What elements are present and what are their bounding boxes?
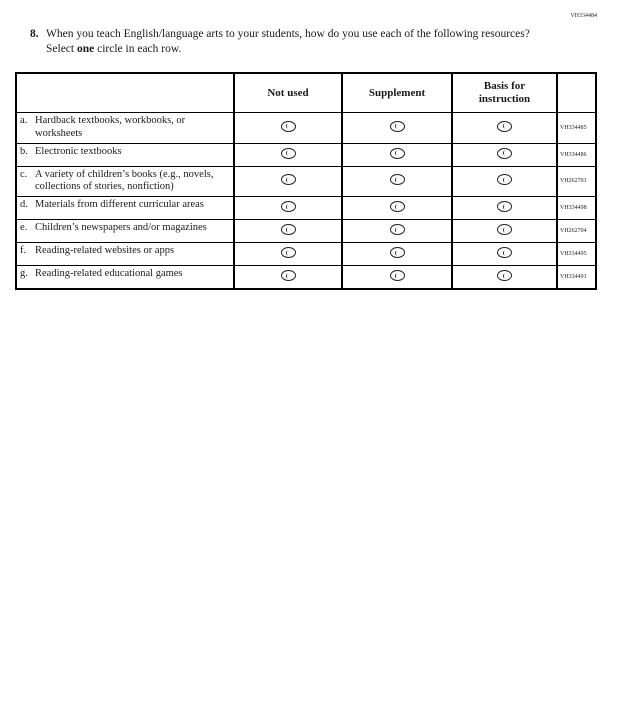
row-letter: a. xyxy=(20,115,28,126)
option-cell-not-used xyxy=(234,166,342,197)
question-text xyxy=(46,27,545,57)
row-label: Reading-related educational games xyxy=(35,268,183,280)
option-cell-supplement xyxy=(342,113,452,144)
row-code-cell xyxy=(557,266,596,290)
header-code-column xyxy=(557,73,596,113)
row-letter: g. xyxy=(20,268,28,280)
row-code-cell xyxy=(557,143,596,166)
row-code-cell xyxy=(557,113,596,144)
question-text-part1: When you teach English/language arts to your students, how do you use each of the following resources? Select xyxy=(46,28,530,56)
row-letter: f. xyxy=(20,245,27,257)
answer-oval-not-used[interactable] xyxy=(281,224,296,235)
row-letter: e. xyxy=(20,222,28,234)
answer-oval-basis[interactable] xyxy=(497,270,512,281)
option-cell-not-used xyxy=(234,113,342,144)
option-cell-basis xyxy=(452,243,557,266)
table-row xyxy=(16,166,596,197)
option-cell-not-used xyxy=(234,143,342,166)
answer-oval-supplement[interactable] xyxy=(390,148,405,159)
option-cell-supplement xyxy=(342,266,452,290)
page-code: VH334484 xyxy=(570,13,597,19)
answer-oval-basis[interactable] xyxy=(497,247,512,258)
option-cell-supplement xyxy=(342,166,452,197)
table-row xyxy=(16,143,596,166)
answer-oval-basis[interactable] xyxy=(497,148,512,159)
answer-oval-not-used[interactable] xyxy=(281,121,296,132)
question-bold-word: one xyxy=(76,43,95,56)
answer-oval-supplement[interactable] xyxy=(390,224,405,235)
row-code: VH334491 xyxy=(560,274,587,281)
option-cell-basis xyxy=(452,197,557,220)
option-cell-supplement xyxy=(342,220,452,243)
row-code: VH334486 xyxy=(560,151,587,158)
row-code: VH334495 xyxy=(560,251,587,258)
row-code-cell xyxy=(557,197,596,220)
row-letter: c. xyxy=(20,168,28,180)
row-label-cell xyxy=(16,266,234,290)
answer-oval-not-used[interactable] xyxy=(281,247,296,258)
answer-oval-supplement[interactable] xyxy=(390,270,405,281)
header-supplement: Supplement xyxy=(342,73,452,113)
row-letter: b. xyxy=(20,145,28,157)
table-row xyxy=(16,266,596,290)
row-code-cell xyxy=(557,220,596,243)
answer-oval-basis[interactable] xyxy=(497,201,512,212)
option-cell-not-used xyxy=(234,220,342,243)
row-label: Reading-related websites or apps xyxy=(35,245,175,257)
answer-oval-supplement[interactable] xyxy=(390,247,405,258)
header-basis: Basis for instruction xyxy=(452,73,557,113)
answer-oval-basis[interactable] xyxy=(497,174,512,185)
row-label-cell xyxy=(16,243,234,266)
table-row xyxy=(16,197,596,220)
row-label-wrap xyxy=(20,199,230,212)
row-code: VH262701 xyxy=(560,178,587,185)
row-code: VH334498 xyxy=(560,205,587,212)
resource-table-body xyxy=(16,113,596,290)
option-cell-basis xyxy=(452,143,557,166)
header-not-used: Not used xyxy=(234,73,342,113)
option-cell-basis xyxy=(452,266,557,290)
row-label: Materials from different curricular areas xyxy=(35,199,204,211)
row-label-wrap xyxy=(20,222,230,235)
row-label: Children’s newspapers and/or magazines xyxy=(35,222,207,234)
row-label: A variety of children’s books (e.g., novels, collections of stories, nonfiction) xyxy=(35,168,214,193)
answer-oval-supplement[interactable] xyxy=(390,121,405,132)
row-code-cell xyxy=(557,166,596,197)
option-cell-supplement xyxy=(342,197,452,220)
option-cell-not-used xyxy=(234,197,342,220)
row-label-wrap xyxy=(20,115,230,141)
row-label-cell xyxy=(16,143,234,166)
row-label-cell xyxy=(16,113,234,144)
row-label-wrap xyxy=(20,245,230,258)
answer-oval-basis[interactable] xyxy=(497,224,512,235)
table-row xyxy=(16,220,596,243)
row-label-cell xyxy=(16,166,234,197)
option-cell-supplement xyxy=(342,143,452,166)
header-empty xyxy=(16,73,234,113)
table-header xyxy=(16,73,596,113)
option-cell-not-used xyxy=(234,243,342,266)
table-row xyxy=(16,113,596,144)
question-text-part2: circle in each row. xyxy=(94,43,182,56)
option-cell-basis xyxy=(452,220,557,243)
row-label-wrap xyxy=(20,146,230,159)
resource-usage-table xyxy=(15,72,597,290)
row-label-wrap xyxy=(20,169,230,195)
option-cell-basis xyxy=(452,113,557,144)
row-code-cell xyxy=(557,243,596,266)
row-code: VH334485 xyxy=(560,124,587,131)
question-number: 8. xyxy=(30,28,39,40)
answer-oval-not-used[interactable] xyxy=(281,148,296,159)
row-label: Hardback textbooks, workbooks, or worksheets xyxy=(35,115,186,139)
question-block xyxy=(30,27,545,57)
answer-oval-supplement[interactable] xyxy=(390,174,405,185)
answer-oval-not-used[interactable] xyxy=(281,201,296,212)
option-cell-supplement xyxy=(342,243,452,266)
table-row xyxy=(16,243,596,266)
row-label-cell xyxy=(16,220,234,243)
row-label-cell xyxy=(16,197,234,220)
option-cell-basis xyxy=(452,166,557,197)
answer-oval-not-used[interactable] xyxy=(281,174,296,185)
option-cell-not-used xyxy=(234,266,342,290)
row-code: VH262704 xyxy=(560,228,587,235)
row-label: Electronic textbooks xyxy=(35,145,122,157)
answer-oval-supplement[interactable] xyxy=(390,201,405,212)
answer-oval-basis[interactable] xyxy=(497,121,512,132)
row-label-wrap xyxy=(20,268,230,281)
answer-oval-not-used[interactable] xyxy=(281,270,296,281)
row-letter: d. xyxy=(20,199,28,211)
